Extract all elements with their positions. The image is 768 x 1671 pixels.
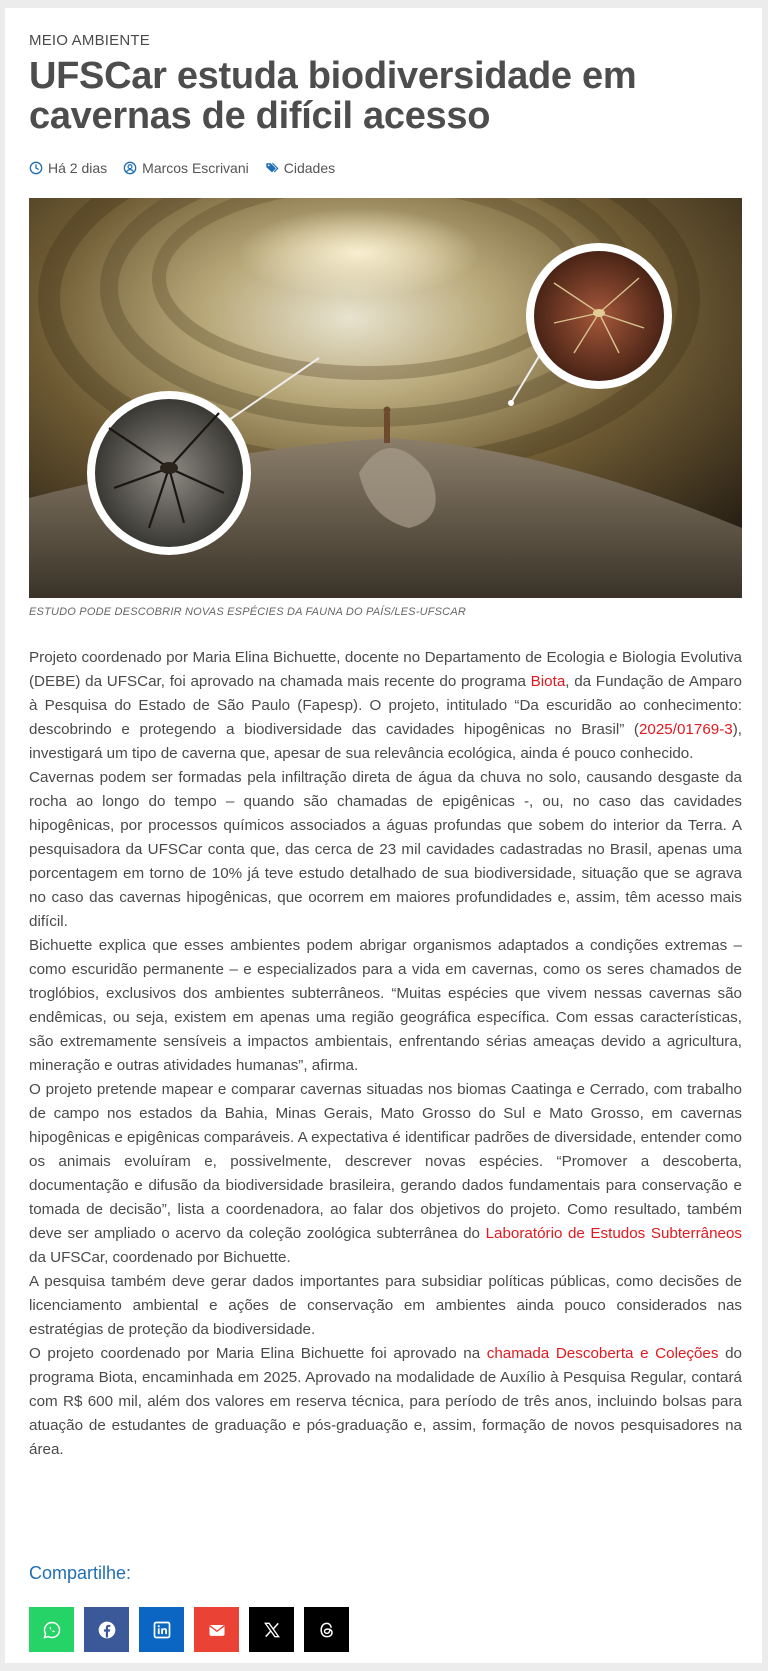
cave-photo — [29, 198, 742, 598]
meta-time — [29, 160, 107, 176]
biota-link[interactable]: Biota — [530, 673, 566, 690]
x-icon — [262, 1620, 282, 1640]
article-body — [29, 646, 742, 1462]
photo-caption: ESTUDO PODE DESCOBRIR NOVAS ESPÉCIES DA FAUNA DO PAÍS/LES-UFSCAR — [29, 606, 466, 618]
meta-author[interactable] — [123, 160, 249, 176]
process-number-link[interactable]: 2025/01769-3 — [638, 721, 733, 738]
paragraph-4 — [29, 1078, 742, 1270]
facebook-icon — [97, 1620, 117, 1640]
paragraph-1-text-a: Projeto coordenado por Maria Elina Bichuette, docente no Departamento de Ecologia e Biologia Evolutiva (DEBE) da UFSCar, foi aprovado na chamada mais recente do programa — [29, 649, 742, 690]
meta-section-text: Cidades — [283, 160, 336, 176]
whatsapp-icon — [42, 1620, 62, 1640]
share-title: Compartilhe: — [29, 1563, 132, 1583]
paragraph-1-text-c: ), investigará um tipo de caverna que, apesar de sua relevância ecológica, ainda é pouco conhecido. — [29, 721, 742, 762]
paragraph-6-text-b: do programa Biota, encaminhada em 2025. Aprovado na modalidade de Auxílio à Pesquisa Regular, contará com R$ 600 mil, além dos valores em reserva técnica, para período de três anos, incluindo bolsas para atuação de estudantes de graduação e pós-graduação e, assim, formação de novos pesquisadores na área. — [29, 1345, 742, 1458]
paragraph-5: A pesquisa também deve gerar dados importantes para subsidiar políticas públicas, como decisões de licenciamento ambiental e ações de conservação em ambientes ainda pouco considerados nas estratégias de proteção da biodiversidade. — [29, 1273, 742, 1338]
share-threads-button[interactable] — [304, 1607, 349, 1652]
share-whatsapp-button[interactable] — [29, 1607, 74, 1652]
share-x-button[interactable] — [249, 1607, 294, 1652]
share-email-button[interactable] — [194, 1607, 239, 1652]
share-buttons — [29, 1607, 349, 1652]
article-container — [5, 8, 762, 1663]
envelope-icon — [207, 1620, 227, 1640]
cave-photo-illustration — [29, 198, 742, 598]
meta-time-text: Há 2 dias — [48, 160, 108, 176]
category-label[interactable]: MEIO AMBIENTE — [29, 32, 150, 49]
lab-link[interactable]: Laboratório de Estudos Subterrâneos — [485, 1225, 743, 1242]
tags-icon — [265, 161, 279, 175]
paragraph-4-text-b: da UFSCar, coordenado por Bichuette. — [29, 1249, 291, 1266]
meta-author-text: Marcos Escrivani — [142, 160, 249, 176]
article-title: UFSCar estuda biodiversidade em cavernas de difícil acesso — [29, 55, 637, 137]
paragraph-1-text-b: , da Fundação de Amparo à Pesquisa do Estado de São Paulo (Fapesp). O projeto, intitulado “Da escuridão ao conhecimento: descobrindo e protegendo a biodiversidade das cavidades hipogênicas no Brasil” ( — [29, 673, 742, 738]
call-link[interactable]: chamada Descoberta e Coleções — [486, 1345, 719, 1362]
user-icon — [123, 161, 137, 175]
threads-icon — [317, 1620, 337, 1640]
paragraph-1 — [29, 646, 742, 766]
article-meta — [29, 160, 335, 176]
paragraph-6 — [29, 1342, 742, 1462]
share-facebook-button[interactable] — [84, 1607, 129, 1652]
meta-section[interactable] — [265, 160, 335, 176]
paragraph-2: Cavernas podem ser formadas pela infiltração direta de água da chuva no solo, causando desgaste da rocha ao longo do tempo – quando são chamadas de epigênicas -, ou, no caso das cavidades hipogênicas, por processos químicos associados a águas profundas que sobem do interior da Terra. A pesquisadora da UFSCar conta que, das cerca de 23 mil cavidades cadastradas no Brasil, apenas uma porcentagem em torno de 10% já teve estudo detalhado de sua biodiversidade, situação que se agrava no caso das cavernas hipogênicas, que ocorrem em maiores profundidades e, assim, têm acesso mais difícil. — [29, 769, 742, 930]
linkedin-icon — [152, 1620, 172, 1640]
clock-icon — [29, 161, 43, 175]
paragraph-6-text-a: O projeto coordenado por Maria Elina Bichuette foi aprovado na — [29, 1345, 487, 1362]
paragraph-3: Bichuette explica que esses ambientes podem abrigar organismos adaptados a condições extremas – como escuridão permanente – e especializados para a vida em cavernas, como os seres chamados de troglóbios, exclusivos dos ambientes subterrâneos. “Muitas espécies que vivem nessas cavernas são endêmicas, ou seja, existem em apenas uma região geográfica específica. Com essas características, são extremamente sensíveis a impactos ambientais, enfrentando sérias ameaças devido a agricultura, mineração e outras atividades humanas”, afirma. — [29, 937, 742, 1074]
paragraph-4-text-a: O projeto pretende mapear e comparar cavernas situadas nos biomas Caatinga e Cerrado, com trabalho de campo nos estados da Bahia, Minas Gerais, Mato Grosso do Sul e Mato Grosso, em cavernas hipogênicas e epigênicas comparáveis. A expectativa é identificar padrões de diversidade, entender como os animais evoluíram e, possivelmente, descrever novas espécies. “Promover a descoberta, documentação e difusão da biodiversidade brasileira, gerando dados fundamentais para conservação e tomada de decisão”, lista a coordenadora, ao falar dos objetivos do projeto. Como resultado, também deve ser ampliado o acervo da coleção zoológica subterrânea do — [29, 1081, 742, 1242]
share-linkedin-button[interactable] — [139, 1607, 184, 1652]
